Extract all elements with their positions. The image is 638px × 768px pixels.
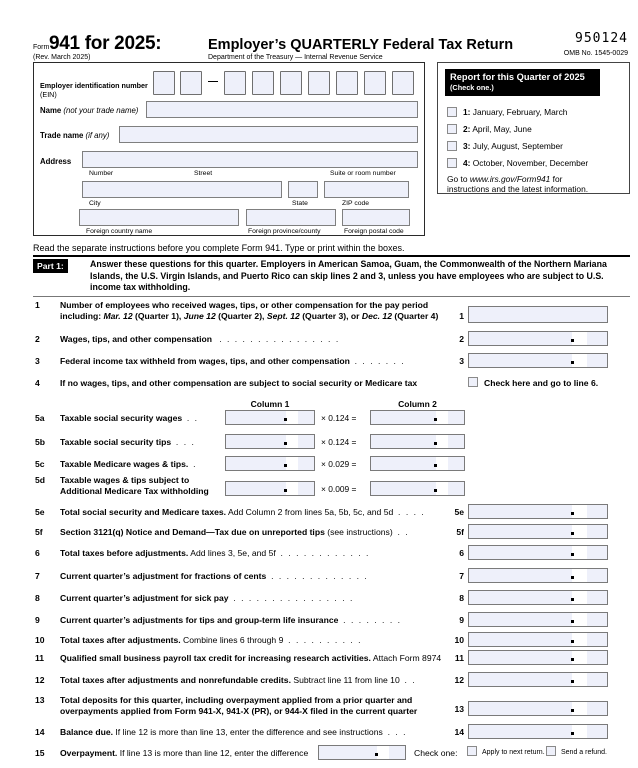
- ein-dash: —: [208, 76, 218, 87]
- line9-right-number: 9: [459, 615, 464, 625]
- line6-number: 6: [35, 548, 40, 558]
- line5a-col1-input[interactable]: [225, 410, 315, 425]
- line11-number: 11: [35, 653, 45, 663]
- line5b-number: 5b: [35, 437, 46, 447]
- line4-check-label: Check here and go to line 6.: [484, 378, 599, 388]
- line5e-right-number: 5e: [454, 507, 464, 517]
- line10-right-number: 10: [454, 635, 464, 645]
- quarter-3-option: 3: July, August, September: [463, 141, 563, 151]
- form-revision: (Rev. March 2025): [33, 54, 91, 61]
- address-label: Address: [40, 157, 72, 166]
- line15-check-one-label: Check one:: [414, 748, 458, 758]
- line15-overpayment-input[interactable]: [318, 745, 406, 760]
- line5f-right-number: 5f: [456, 527, 464, 537]
- line11-right-number: 11: [454, 653, 464, 663]
- line5c-label: Taxable Medicare wages & tips. .: [60, 459, 196, 469]
- line10-text: Total taxes after adjustments. Combine lines 6 through 9 . . . . . . . . . .: [60, 635, 361, 645]
- line9-number: 9: [35, 615, 40, 625]
- line3-right-number: 3: [459, 356, 464, 366]
- line5c-col2-input[interactable]: [370, 456, 465, 471]
- zip-input[interactable]: [324, 181, 409, 198]
- read-instructions-note: Read the separate instructions before you complete Form 941. Type or print within the boxes.: [33, 243, 405, 253]
- line6-right-number: 6: [459, 548, 464, 558]
- city-input[interactable]: [82, 181, 282, 198]
- form-catalog-code: 950124: [575, 31, 628, 46]
- form-number-title: 941 for 2025:: [49, 33, 162, 54]
- ein-digit-box[interactable]: [252, 71, 274, 95]
- line3-amount-input[interactable]: [468, 353, 608, 368]
- line5b-label: Taxable social security tips . . .: [60, 437, 194, 447]
- line11-amount-input[interactable]: [468, 650, 608, 665]
- divider: [33, 255, 630, 257]
- foreign-postal-input[interactable]: [342, 209, 410, 226]
- line5d-col2-input[interactable]: [370, 481, 465, 496]
- address-suite-sublabel: Suite or room number: [330, 170, 396, 177]
- line8-number: 8: [35, 593, 40, 603]
- line4-number: 4: [35, 378, 40, 388]
- line5d-multiplier: × 0.009 =: [321, 484, 357, 494]
- name-input[interactable]: [146, 101, 418, 118]
- state-input[interactable]: [288, 181, 318, 198]
- goto-instructions-text: Go to www.irs.gov/Form941 for instructions and the latest information.: [447, 174, 589, 194]
- line14-text: Balance due. If line 12 is more than line 13, enter the difference and see instructions . . .: [60, 727, 406, 737]
- line13-number: 13: [35, 695, 45, 705]
- line5a-label: Taxable social security wages . .: [60, 413, 198, 423]
- quarter-1-option: 1: January, February, March: [463, 107, 568, 117]
- ein-digit-box[interactable]: [308, 71, 330, 95]
- line5a-number: 5a: [35, 413, 45, 423]
- quarter-4-checkbox[interactable]: [447, 158, 457, 168]
- line1-number: 1: [35, 300, 40, 310]
- quarter-report-panel: [437, 62, 630, 194]
- line6-text: Total taxes before adjustments. Add lines 3, 5e, and 5f . . . . . . . . . . . .: [60, 548, 369, 558]
- line6-amount-input[interactable]: [468, 545, 608, 560]
- line5d-number: 5d: [35, 475, 46, 485]
- zip-sublabel: ZIP code: [342, 200, 370, 207]
- quarter-panel-title: Report for this Quarter of 2025: [450, 72, 585, 82]
- line15-text: Overpayment. If line 13 is more than line 12, enter the difference: [60, 748, 309, 758]
- line12-right-number: 12: [454, 675, 464, 685]
- ein-digit-box[interactable]: [280, 71, 302, 95]
- line10-amount-input[interactable]: [468, 632, 608, 647]
- page-title: Employer’s QUARTERLY Federal Tax Return: [208, 37, 514, 53]
- line2-text: Wages, tips, and other compensation . . . . . . . . . . . . . . . .: [60, 334, 339, 344]
- line4-checkbox[interactable]: [468, 377, 478, 387]
- line7-text: Current quarter’s adjustment for fractions of cents . . . . . . . . . . . . .: [60, 571, 367, 581]
- part1-badge: Part 1:: [33, 259, 68, 273]
- ein-digit-box[interactable]: [336, 71, 358, 95]
- irs-form941-link[interactable]: www.irs.gov/Form941: [469, 174, 551, 184]
- foreign-country-input[interactable]: [79, 209, 239, 226]
- foreign-province-input[interactable]: [246, 209, 336, 226]
- line2-right-number: 2: [459, 334, 464, 344]
- line5e-number: 5e: [35, 507, 45, 517]
- omb-number: OMB No. 1545-0029: [563, 50, 628, 57]
- line14-amount-input[interactable]: [468, 724, 608, 739]
- line5a-multiplier: × 0.124 =: [321, 413, 357, 423]
- line1-right-number: 1: [459, 311, 464, 321]
- quarter-panel-subtitle: (Check one.): [450, 83, 494, 92]
- address-number-sublabel: Number: [89, 170, 114, 177]
- line12-text: Total taxes after adjustments and nonrefundable credits. Subtract line 11 from line 10 . .: [60, 675, 415, 685]
- line11-text: Qualified small business payroll tax credit for increasing research activities. Attach Form 8974: [60, 653, 442, 663]
- line3-text: Federal income tax withheld from wages, tips, and other compensation . . . . . . .: [60, 356, 404, 366]
- agency-subtitle: Department of the Treasury — Internal Revenue Service: [208, 54, 383, 61]
- line5a-col2-input[interactable]: [370, 410, 465, 425]
- line5c-number: 5c: [35, 459, 45, 469]
- apply-to-next-return-checkbox[interactable]: [467, 746, 477, 756]
- line5b-multiplier: × 0.124 =: [321, 437, 357, 447]
- line5d-col1-input[interactable]: [225, 481, 315, 496]
- name-label: Name (not your trade name): [40, 106, 139, 115]
- line9-amount-input[interactable]: [468, 612, 608, 627]
- line15-number: 15: [35, 748, 45, 758]
- ein-digit-box[interactable]: [392, 71, 414, 95]
- line5f-amount-input[interactable]: [468, 524, 608, 539]
- trade-name-label: Trade name (if any): [40, 131, 110, 140]
- line7-amount-input[interactable]: [468, 568, 608, 583]
- line8-amount-input[interactable]: [468, 590, 608, 605]
- line5b-col1-input[interactable]: [225, 434, 315, 449]
- send-a-refund-label: Send a refund.: [561, 749, 607, 756]
- line5c-multiplier: × 0.029 =: [321, 459, 357, 469]
- send-a-refund-checkbox[interactable]: [546, 746, 556, 756]
- foreign-country-sublabel: Foreign country name: [86, 228, 153, 235]
- address-street-input[interactable]: [82, 151, 418, 168]
- line7-number: 7: [35, 571, 40, 581]
- line14-number: 14: [35, 727, 45, 737]
- quarter-panel-header: [445, 69, 600, 96]
- line8-right-number: 8: [459, 593, 464, 603]
- line13-text: Total deposits for this quarter, including overpayment applied from a prior quarter and overpayments applied from Form 941-X, 941-X (PR), or 944-X filed in the current quarter: [60, 695, 418, 716]
- line10-number: 10: [35, 635, 45, 645]
- form-word: Form: [33, 44, 50, 51]
- line8-text: Current quarter’s adjustment for sick pay . . . . . . . . . . . . . . . .: [60, 593, 353, 603]
- city-sublabel: City: [89, 200, 101, 207]
- quarter-1-checkbox[interactable]: [447, 107, 457, 117]
- divider: [33, 296, 630, 297]
- line5e-text: Total social security and Medicare taxes. Add Column 2 from lines 5a, 5b, 5c, and 5d . . . .: [60, 507, 424, 517]
- line5d-label: Taxable wages & tips subject to Additional Medicare Tax withholding: [60, 475, 209, 496]
- line13-right-number: 13: [454, 704, 464, 714]
- line12-number: 12: [35, 675, 45, 685]
- line2-number: 2: [35, 334, 40, 344]
- part1-heading: Answer these questions for this quarter. Employers in American Samoa, Guam, the Commonwealth of the Northern Mariana Islands, the U.S. Virgin Islands, and Puerto Rico can skip lines 2 and 3, unless you have employees who are subject to U.S. income tax withholding.: [90, 259, 607, 293]
- line2-amount-input[interactable]: [468, 331, 608, 346]
- apply-to-next-return-label: Apply to next return.: [482, 749, 545, 756]
- foreign-province-sublabel: Foreign province/county: [248, 228, 321, 235]
- quarter-2-option: 2: April, May, June: [463, 124, 532, 134]
- line12-amount-input[interactable]: [468, 672, 608, 687]
- foreign-postal-sublabel: Foreign postal code: [344, 228, 404, 235]
- quarter-4-option: 4: October, November, December: [463, 158, 589, 168]
- ein-label: Employer identification number (EIN): [40, 81, 148, 99]
- ein-digit-box[interactable]: [153, 71, 175, 95]
- quarter-2-checkbox[interactable]: [447, 124, 457, 134]
- line4-text: If no wages, tips, and other compensation are subject to social security or Medicare tax: [60, 378, 418, 388]
- line13-amount-input[interactable]: [468, 701, 608, 716]
- trade-name-input[interactable]: [119, 126, 418, 143]
- address-street-sublabel: Street: [194, 170, 213, 177]
- ein-digit-box[interactable]: [224, 71, 246, 95]
- ein-digit-box[interactable]: [180, 71, 202, 95]
- line5b-col2-input[interactable]: [370, 434, 465, 449]
- quarter-3-checkbox[interactable]: [447, 141, 457, 151]
- column1-header: Column 1: [250, 399, 290, 409]
- line9-text: Current quarter’s adjustments for tips and group-term life insurance . . . . . . . .: [60, 615, 400, 625]
- state-sublabel: State: [292, 200, 308, 207]
- line5f-number: 5f: [35, 527, 43, 537]
- line5c-col1-input[interactable]: [225, 456, 315, 471]
- line14-right-number: 14: [454, 727, 464, 737]
- line7-right-number: 7: [459, 571, 464, 581]
- line1-employees-input[interactable]: [468, 306, 608, 323]
- line1-text: Number of employees who received wages, tips, or other compensation for the pay period including: Mar. 12 (Quarter 1), June 12 (Quarter 2), Sept. 12 (Quarter 3), or Dec. 12 (Quarter 4): [60, 300, 439, 321]
- column2-header: Column 2: [398, 399, 437, 409]
- employer-identity-block: [33, 62, 425, 236]
- line5e-amount-input[interactable]: [468, 504, 608, 519]
- line5f-text: Section 3121(q) Notice and Demand—Tax due on unreported tips (see instructions) . .: [60, 527, 408, 537]
- line3-number: 3: [35, 356, 40, 366]
- ein-digit-box[interactable]: [364, 71, 386, 95]
